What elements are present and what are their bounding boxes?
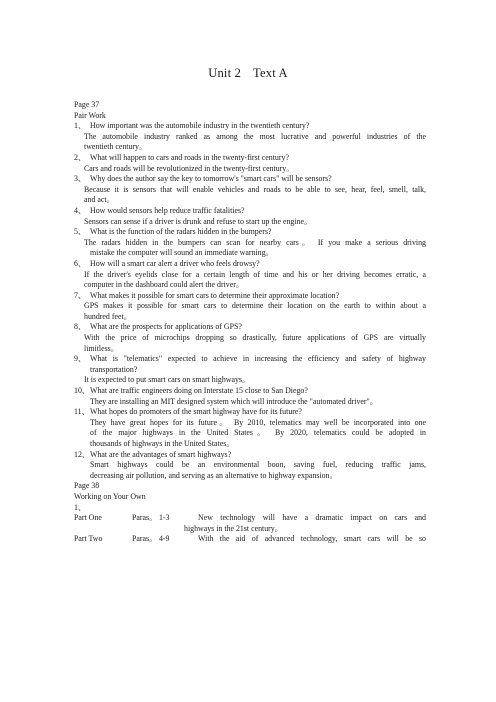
pair-work-heading: Pair Work [74,110,106,120]
part-row: Part One Paras。 1-3 New technology will have a dramatic impact on cars and highways in the 21st century。 [74,513,426,533]
page-37-label: Page 37 [74,100,100,109]
question: 5、 What is the function of the radars hidden in the bumpers? [74,227,272,237]
qa-list [74,121,426,481]
answer: The radars hidden in the bumpers can scan for nearby cars。 If you make a serious driving mistake the computer will sound an immediate warning。 [84,237,426,258]
question: 2、 What will happen to cars and roads in the twenty-first century? [74,152,289,162]
item-number: 1、 [74,502,86,512]
answer: Cars and roads will be revolutionized in the twenty-first century。 [84,163,295,173]
answer: With the price of microchips dropping so drastically, future applications of GPS are virtually limitless。 [84,333,426,353]
answer: Sensors can sense if a driver is drunk and refuse to start up the engine。 [84,216,312,226]
page-38-label: Page 38 [74,481,100,491]
question: 12、 What are the advantages of smart highways? [74,449,232,459]
answer: Smart highways could be an environmental boon, saving fuel, reducing traffic jams, decreasing air pollution, and serving as an alternative to highway expansion。 [90,460,426,480]
working-heading: Working on Your Own [74,491,146,501]
answer: It is expected to put smart cars on smart highways。 [84,375,250,385]
question: 7、 What makes it possible for smart cars to determine their approximate location? [74,290,340,300]
answer: Because it is sensors that will enable vehicles and roads to be able to see, hear, feel, smell, talk, and act。 [84,184,426,205]
title-unit: Unit 2 [208,66,242,80]
question: 4、 How would sensors help reduce traffic fatalities? [74,205,245,215]
parts-table [74,513,426,545]
question: 10、 What are traffic engineers doing on Interstate 15 close to San Diego? [74,386,308,396]
question: 8、 What are the prospects for applications of GPS? [74,322,242,332]
question: 9、 What is "telematics" expected to achieve in increasing the efficiency and safety of highway [74,354,426,364]
page-title [0,66,496,81]
answer: The automobile industry ranked as among the most lucrative and powerful industries of the twentieth century。 [84,131,426,152]
question: 11、 What hopes do promoters of the smart highway have for its future? [74,407,302,417]
question: 3、 Why does the author say the key to tomorrow's "smart cars" will be sensors? [74,174,332,184]
question: 1、 How important was the automobile industry in the twentieth century? [74,121,310,131]
answer: If the driver's eyelids close for a certain length of time and his or her driving becomes erratic, a computer in the dashboard could alert the driver。 [84,269,426,290]
answer: They are installing an MIT designed system which will introduce the "automated driver"。 [90,396,378,406]
part-row: Part Two Paras。 4-9 With the aid of advanced technology, smart cars will be so [74,534,426,544]
document-body [74,100,426,545]
question: 6、 How will a smart car alert a driver who feels drowsy? [74,258,260,268]
answer: GPS makes it possible for smart cars to determine their location on the earth to within about a hundred feet。 [84,301,426,321]
title-text: Text A [253,66,288,80]
question-continued: transportation? [90,364,138,374]
answer: They have great hopes for its future。 By 2010, telematics may well be incorporated into one of the major highways in the United States。 By 2020, telematics could be adopted in thousands of highways in the United States。 [90,417,426,448]
